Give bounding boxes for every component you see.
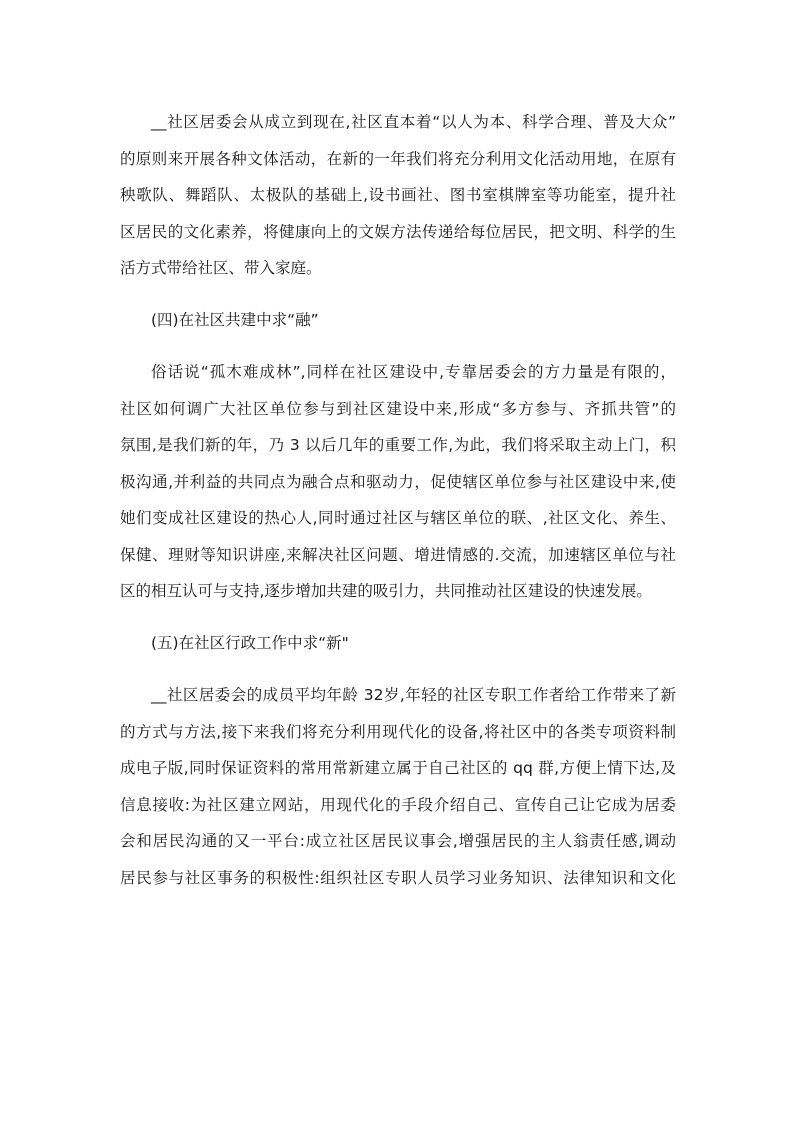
- text-line: 的方式与方法,接下来我们将充分利用现代化的设备,将社区中的各类专项资料制: [120, 722, 676, 741]
- section-heading-5: (五)在社区行政工作中求“新": [151, 633, 349, 652]
- text-line: 俗话说“孤木难成林”,同样在社区建设中,专靠居委会的方力量是有限的，: [151, 363, 676, 381]
- text-line: 信息接收:为社区建立网站，用现代化的手段介绍自己、宣传自己让它成为居委: [120, 795, 676, 814]
- document-page: [120, 104, 676, 896]
- text-line: 秧歌队、舞蹈队、太极队的基础上,设书画社、图书室棋牌室等功能室，提升社: [120, 186, 676, 204]
- text-line: 会和居民沟通的又一平台:成立社区居民议事会,增强居民的主人翁责任感,调动: [120, 832, 676, 850]
- text-line: 区居民的文化素养，将健康向上的文娱方法传递给每位居民，把文明、科学的生: [120, 222, 676, 241]
- paragraph-administrative-work: [120, 677, 676, 896]
- text-line: 活方式带给社区、带入家庭。: [120, 259, 322, 277]
- text-line: 居民参与社区事务的积极性:组织社区专职人员学习业务知识、法律知识和文化: [120, 868, 676, 887]
- paragraph-community-co-building: [120, 354, 676, 610]
- paragraph-cultural-activities: [120, 104, 676, 287]
- text-line: 成电子版,同时保证资料的常用常新建立属于自己社区的 qq 群,方便上情下达,及: [120, 759, 676, 777]
- text-line: 社区如何调广大社区单位参与到社区建设中来,形成“多方参与、齐抓共管”的: [120, 399, 676, 418]
- text-line: 的原则来开展各种文体活动，在新的一年我们将充分利用文化活动用地，在原有: [120, 149, 676, 168]
- text-line: 区的相互认可与支持,逐步增加共建的吸引力，共同推动社区建设的快速发展。: [120, 582, 652, 600]
- text-line: __社区居委会的成员平均年龄 32岁,年轻的社区专职工作者给工作带来了新: [151, 686, 676, 704]
- text-line: __社区居委会从成立到现在,社区直本着“以人为本、科学合理、普及大众”: [151, 113, 676, 131]
- text-line: 保健、理财等知识讲座,来解决社区问题、增进情感的.交流，加速辖区单位与社: [120, 545, 676, 564]
- text-line: 极沟通,并利益的共同点为融合点和驱动力，促使辖区单位参与社区建设中来,使: [120, 472, 676, 491]
- text-line: 氛围,是我们新的年，乃 3 以后几年的重要工作,为此，我们将采取主动上门，积: [120, 436, 676, 454]
- text-line: 她们变成社区建设的热心人,同时通过社区与辖区单位的联、,社区文化、养生、: [120, 509, 676, 527]
- section-heading-4: (四)在社区共建中求“融”: [151, 310, 319, 329]
